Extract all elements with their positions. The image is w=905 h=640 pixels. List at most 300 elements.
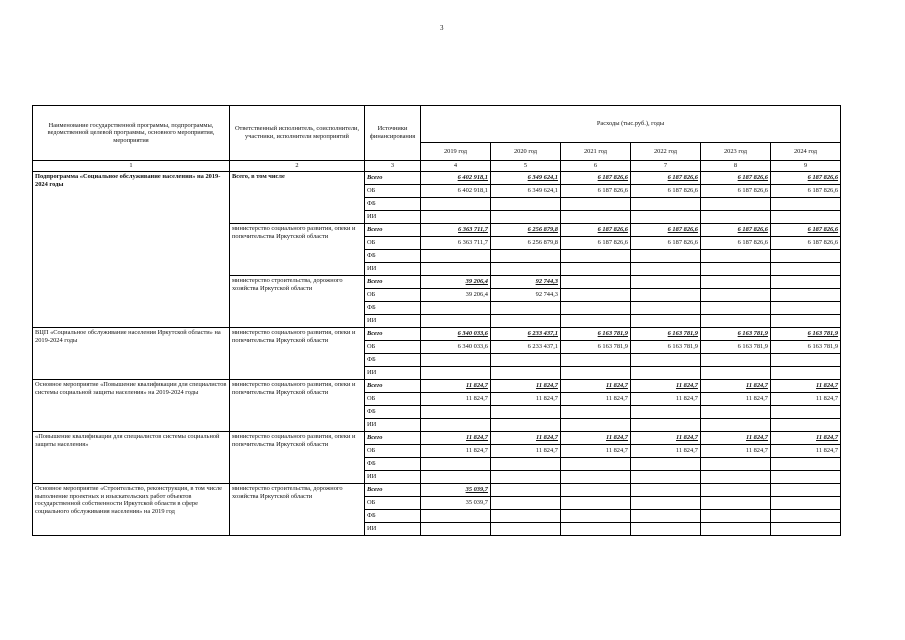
expense-value: 11 824,7 bbox=[535, 447, 558, 455]
expense-value: 6 187 826,6 bbox=[597, 226, 628, 234]
expense-value-cell bbox=[631, 419, 701, 432]
expense-value: 11 824,7 bbox=[605, 447, 628, 455]
expense-value-cell bbox=[491, 510, 561, 523]
expense-value-cell bbox=[561, 354, 631, 367]
table-row bbox=[33, 172, 841, 185]
funding-source-cell: ИИ bbox=[365, 211, 421, 224]
header-expenses-column: Расходы (тыс.руб.), годы bbox=[421, 106, 841, 143]
expense-value: 92 744,3 bbox=[535, 291, 558, 299]
executor-cell: министерство строительства, дорожного хозяйства Иркутской области bbox=[230, 484, 365, 536]
expense-value-cell bbox=[491, 484, 561, 497]
expense-value-cell bbox=[771, 354, 841, 367]
expense-value: 6 187 826,6 bbox=[667, 174, 698, 182]
expense-value-cell bbox=[421, 458, 491, 471]
expense-value-cell bbox=[421, 237, 491, 250]
program-name-cell: ВЦП «Социальное обслуживание населения Иркутской области» на 2019-2024 годы bbox=[33, 328, 230, 380]
expense-value-cell bbox=[561, 250, 631, 263]
expense-value: 6 163 781,9 bbox=[807, 330, 839, 338]
executor-cell: министерство социального развития, опеки и попечительства Иркутской области bbox=[230, 380, 365, 432]
expense-value-cell bbox=[771, 341, 841, 354]
expense-value: 6 233 437,1 bbox=[527, 330, 558, 338]
expense-value: 11 824,7 bbox=[675, 395, 698, 403]
header-year: 2022 год bbox=[631, 143, 701, 161]
executor-cell: Всего, в том числе bbox=[230, 172, 365, 224]
expense-value-cell bbox=[421, 419, 491, 432]
expense-value-cell bbox=[561, 445, 631, 458]
expense-value-cell bbox=[421, 185, 491, 198]
funding-source-cell: ИИ bbox=[365, 263, 421, 276]
expense-value-cell bbox=[771, 471, 841, 484]
expense-value-cell bbox=[561, 523, 631, 536]
expense-value-cell bbox=[421, 354, 491, 367]
expense-value: 6 187 826,6 bbox=[737, 174, 768, 182]
expense-value-cell bbox=[701, 419, 771, 432]
expense-value-cell bbox=[631, 523, 701, 536]
expense-value-cell bbox=[631, 354, 701, 367]
expense-value-cell bbox=[771, 523, 841, 536]
expense-value: 6 349 624,1 bbox=[527, 174, 558, 182]
expense-value-cell bbox=[491, 250, 561, 263]
expense-value-cell bbox=[771, 419, 841, 432]
expense-value-cell bbox=[631, 445, 701, 458]
expense-value-cell bbox=[421, 510, 491, 523]
funding-source-cell: Всего bbox=[365, 172, 421, 185]
expense-value: 6 233 437,1 bbox=[527, 343, 558, 351]
expense-value-cell bbox=[631, 432, 701, 445]
expense-value: 6 163 781,9 bbox=[737, 343, 768, 351]
funding-source-cell: ИИ bbox=[365, 419, 421, 432]
expense-value-cell bbox=[701, 198, 771, 211]
column-numbers-row bbox=[33, 161, 841, 172]
expense-value-cell bbox=[701, 523, 771, 536]
expense-value-cell bbox=[631, 471, 701, 484]
expense-value-cell bbox=[491, 419, 561, 432]
expense-value-cell bbox=[701, 224, 771, 237]
expense-value: 11 824,7 bbox=[745, 382, 768, 390]
expense-value-cell bbox=[561, 185, 631, 198]
expense-value-cell bbox=[421, 276, 491, 289]
column-number: 3 bbox=[365, 161, 421, 172]
funding-source-cell: ФБ bbox=[365, 354, 421, 367]
expense-value-cell bbox=[701, 185, 771, 198]
expense-value: 11 824,7 bbox=[465, 382, 488, 390]
expense-value-cell bbox=[421, 380, 491, 393]
expense-value-cell bbox=[701, 263, 771, 276]
funding-source-cell: ОБ bbox=[365, 237, 421, 250]
expense-value: 11 824,7 bbox=[465, 447, 488, 455]
expense-value: 92 744,3 bbox=[535, 278, 558, 286]
expense-value-cell bbox=[491, 198, 561, 211]
expense-value-cell bbox=[421, 198, 491, 211]
expense-value: 6 163 781,9 bbox=[737, 330, 768, 338]
expense-value: 11 824,7 bbox=[535, 434, 558, 442]
expense-value-cell bbox=[771, 263, 841, 276]
expense-value: 6 187 826,6 bbox=[667, 226, 698, 234]
expense-value-cell bbox=[421, 406, 491, 419]
expense-value: 6 340 033,6 bbox=[457, 343, 488, 351]
expense-value-cell bbox=[491, 341, 561, 354]
expense-value-cell bbox=[491, 172, 561, 185]
expense-value-cell bbox=[631, 211, 701, 224]
expense-value: 11 824,7 bbox=[535, 382, 558, 390]
expense-value: 6 187 826,6 bbox=[807, 174, 839, 182]
funding-source-cell: ФБ bbox=[365, 458, 421, 471]
funding-source-cell: ИИ bbox=[365, 523, 421, 536]
funding-source-cell: ОБ bbox=[365, 497, 421, 510]
header-row bbox=[33, 106, 841, 143]
funding-source-cell: Всего bbox=[365, 380, 421, 393]
header-year: 2019 год bbox=[421, 143, 491, 161]
expense-value-cell bbox=[771, 367, 841, 380]
expense-value-cell bbox=[771, 458, 841, 471]
expense-value-cell bbox=[561, 302, 631, 315]
expense-value-cell bbox=[771, 380, 841, 393]
expense-value-cell bbox=[771, 406, 841, 419]
expense-value-cell bbox=[491, 497, 561, 510]
expense-value-cell bbox=[561, 328, 631, 341]
funding-source-cell: ОБ bbox=[365, 445, 421, 458]
expense-value: 11 824,7 bbox=[815, 395, 839, 403]
expense-value-cell bbox=[561, 380, 631, 393]
header-year: 2021 год bbox=[561, 143, 631, 161]
expense-value-cell bbox=[631, 315, 701, 328]
expense-value: 6 187 826,6 bbox=[737, 226, 768, 234]
executor-cell: министерство строительства, дорожного хозяйства Иркутской области bbox=[230, 276, 365, 328]
expense-value: 11 824,7 bbox=[605, 395, 628, 403]
expense-value-cell bbox=[491, 393, 561, 406]
funding-source-cell: ОБ bbox=[365, 289, 421, 302]
column-number: 6 bbox=[561, 161, 631, 172]
expense-value-cell bbox=[771, 172, 841, 185]
expense-value: 11 824,7 bbox=[816, 434, 839, 442]
expense-value-cell bbox=[701, 471, 771, 484]
expense-value-cell bbox=[421, 224, 491, 237]
executor-cell: министерство социального развития, опеки и попечительства Иркутской области bbox=[230, 224, 365, 276]
expense-value-cell bbox=[701, 393, 771, 406]
expense-value: 11 824,7 bbox=[465, 395, 488, 403]
table-row bbox=[33, 432, 841, 445]
expense-value-cell bbox=[701, 445, 771, 458]
expense-value-cell bbox=[421, 341, 491, 354]
expense-value-cell bbox=[491, 523, 561, 536]
expense-value: 6 349 624,1 bbox=[527, 187, 558, 195]
expense-value: 6 187 826,6 bbox=[807, 187, 839, 195]
expense-value-cell bbox=[421, 211, 491, 224]
expense-value: 11 824,7 bbox=[675, 434, 698, 442]
expense-value-cell bbox=[491, 211, 561, 224]
expense-value-cell bbox=[561, 367, 631, 380]
expense-value-cell bbox=[631, 276, 701, 289]
expense-value-cell bbox=[631, 380, 701, 393]
expense-value-cell bbox=[421, 471, 491, 484]
expense-value-cell bbox=[421, 523, 491, 536]
expense-value: 6 256 879,8 bbox=[527, 239, 558, 247]
expense-value-cell bbox=[631, 393, 701, 406]
expense-value-cell bbox=[421, 393, 491, 406]
expense-value-cell bbox=[771, 445, 841, 458]
expense-value-cell bbox=[421, 302, 491, 315]
expense-value-cell bbox=[561, 289, 631, 302]
expense-value-cell bbox=[421, 172, 491, 185]
expense-value-cell bbox=[491, 224, 561, 237]
header-name-column: Наименование государственной программы, подпрограммы, ведомственной целевой программы, основного мероприятия, мероприятия bbox=[33, 106, 230, 161]
expense-value: 6 363 711,7 bbox=[457, 226, 488, 234]
expense-value-cell bbox=[701, 497, 771, 510]
expense-value-cell bbox=[491, 471, 561, 484]
expense-value-cell bbox=[631, 510, 701, 523]
program-name-cell: Подпрограмма «Социальное обслуживание населения» на 2019-2024 годы bbox=[33, 172, 230, 328]
expense-value-cell bbox=[631, 328, 701, 341]
expense-value: 6 163 781,9 bbox=[597, 330, 628, 338]
funding-source-cell: ОБ bbox=[365, 393, 421, 406]
expense-value-cell bbox=[491, 237, 561, 250]
expense-value: 11 824,7 bbox=[815, 447, 839, 455]
expense-value-cell bbox=[421, 263, 491, 276]
expense-value-cell bbox=[491, 354, 561, 367]
expense-value-cell bbox=[701, 341, 771, 354]
expense-value-cell bbox=[631, 237, 701, 250]
expense-value: 11 824,7 bbox=[745, 395, 768, 403]
expense-value: 11 824,7 bbox=[605, 382, 628, 390]
funding-source-cell: ИИ bbox=[365, 471, 421, 484]
expense-value-cell bbox=[701, 484, 771, 497]
table-row bbox=[33, 484, 841, 497]
expense-value: 11 824,7 bbox=[675, 382, 698, 390]
expense-value-cell bbox=[701, 315, 771, 328]
expense-value-cell bbox=[631, 172, 701, 185]
expense-value: 6 187 826,6 bbox=[737, 187, 768, 195]
header-year: 2024 год bbox=[771, 143, 841, 161]
expense-value: 35 039,7 bbox=[465, 486, 488, 494]
expense-value-cell bbox=[421, 328, 491, 341]
header-year: 2020 год bbox=[491, 143, 561, 161]
expense-value-cell bbox=[631, 484, 701, 497]
expense-value: 6 163 781,9 bbox=[667, 343, 698, 351]
expense-value-cell bbox=[701, 380, 771, 393]
expense-value: 11 824,7 bbox=[745, 434, 768, 442]
expense-value-cell bbox=[701, 367, 771, 380]
expense-value: 6 163 781,9 bbox=[807, 343, 839, 351]
expense-value-cell bbox=[701, 458, 771, 471]
funding-source-cell: ФБ bbox=[365, 198, 421, 211]
expense-value-cell bbox=[701, 237, 771, 250]
expense-value-cell bbox=[561, 276, 631, 289]
funding-source-cell: Всего bbox=[365, 484, 421, 497]
expense-value-cell bbox=[771, 289, 841, 302]
expense-value-cell bbox=[561, 341, 631, 354]
expense-value-cell bbox=[491, 328, 561, 341]
expense-value: 35 039,7 bbox=[465, 499, 488, 507]
expense-value-cell bbox=[631, 367, 701, 380]
expense-value-cell bbox=[491, 458, 561, 471]
funding-source-cell: Всего bbox=[365, 276, 421, 289]
expense-value: 6 402 918,1 bbox=[457, 174, 488, 182]
expense-value-cell bbox=[631, 406, 701, 419]
expense-value-cell bbox=[771, 315, 841, 328]
expense-value: 11 824,7 bbox=[465, 434, 488, 442]
executor-cell: министерство социального развития, опеки и попечительства Иркутской области bbox=[230, 328, 365, 380]
expense-value-cell bbox=[491, 289, 561, 302]
expense-value-cell bbox=[421, 289, 491, 302]
expense-value-cell bbox=[491, 445, 561, 458]
header-executor-column: Ответственный исполнитель, соисполнители, участники, исполнители мероприятий bbox=[230, 106, 365, 161]
expense-value: 11 824,7 bbox=[816, 382, 839, 390]
expense-value: 6 187 826,6 bbox=[597, 187, 628, 195]
expense-value-cell bbox=[491, 406, 561, 419]
expense-value: 11 824,7 bbox=[605, 434, 628, 442]
expense-value-cell bbox=[491, 432, 561, 445]
expense-value-cell bbox=[561, 198, 631, 211]
expense-value-cell bbox=[771, 393, 841, 406]
expense-value-cell bbox=[771, 328, 841, 341]
expense-value: 11 824,7 bbox=[745, 447, 768, 455]
expense-value-cell bbox=[561, 484, 631, 497]
expense-value-cell bbox=[771, 198, 841, 211]
expense-value-cell bbox=[701, 250, 771, 263]
expense-value: 6 187 826,6 bbox=[667, 187, 698, 195]
column-number: 9 bbox=[771, 161, 841, 172]
expense-value-cell bbox=[421, 484, 491, 497]
executor-cell: министерство социального развития, опеки и попечительства Иркутской области bbox=[230, 432, 365, 484]
expense-value-cell bbox=[701, 276, 771, 289]
expense-value-cell bbox=[561, 471, 631, 484]
expense-value-cell bbox=[701, 354, 771, 367]
expense-value-cell bbox=[771, 211, 841, 224]
expense-value-cell bbox=[491, 367, 561, 380]
expense-value-cell bbox=[561, 393, 631, 406]
expense-value: 11 824,7 bbox=[675, 447, 698, 455]
column-number: 2 bbox=[230, 161, 365, 172]
column-number: 8 bbox=[701, 161, 771, 172]
table-row bbox=[33, 328, 841, 341]
expense-value-cell bbox=[701, 432, 771, 445]
expense-value: 6 402 918,1 bbox=[457, 187, 488, 195]
funding-source-cell: Всего bbox=[365, 432, 421, 445]
expense-value: 6 256 879,8 bbox=[527, 226, 558, 234]
funding-source-cell: ИИ bbox=[365, 315, 421, 328]
expense-value-cell bbox=[771, 250, 841, 263]
expense-value-cell bbox=[631, 185, 701, 198]
expense-value-cell bbox=[561, 263, 631, 276]
expense-value: 6 363 711,7 bbox=[457, 239, 488, 247]
expense-value-cell bbox=[421, 250, 491, 263]
funding-source-cell: ОБ bbox=[365, 185, 421, 198]
expense-value-cell bbox=[701, 172, 771, 185]
expense-value-cell bbox=[771, 484, 841, 497]
expense-value-cell bbox=[561, 406, 631, 419]
header-source-column: Источники финансирования bbox=[365, 106, 421, 161]
expense-value-cell bbox=[631, 341, 701, 354]
expense-value-cell bbox=[491, 263, 561, 276]
expense-value: 6 187 826,6 bbox=[807, 239, 839, 247]
expense-value-cell bbox=[561, 419, 631, 432]
expense-value-cell bbox=[771, 497, 841, 510]
expense-value-cell bbox=[701, 289, 771, 302]
expense-value-cell bbox=[631, 224, 701, 237]
expense-value-cell bbox=[491, 276, 561, 289]
page-number: 3 bbox=[440, 24, 444, 32]
expense-value-cell bbox=[631, 289, 701, 302]
expense-value-cell bbox=[491, 380, 561, 393]
column-number: 7 bbox=[631, 161, 701, 172]
expense-value-cell bbox=[701, 406, 771, 419]
funding-source-cell: ФБ bbox=[365, 250, 421, 263]
expense-value-cell bbox=[561, 172, 631, 185]
funding-source-cell: ФБ bbox=[365, 302, 421, 315]
expense-value-cell bbox=[561, 458, 631, 471]
column-number: 4 bbox=[421, 161, 491, 172]
expense-value-cell bbox=[561, 211, 631, 224]
expense-value-cell bbox=[771, 510, 841, 523]
expense-value: 6 340 033,6 bbox=[457, 330, 488, 338]
expense-value-cell bbox=[701, 328, 771, 341]
expense-value-cell bbox=[631, 497, 701, 510]
expenses-table bbox=[32, 105, 841, 536]
funding-source-cell: ФБ bbox=[365, 406, 421, 419]
expense-value-cell bbox=[491, 185, 561, 198]
funding-source-cell: ФБ bbox=[365, 510, 421, 523]
expense-value-cell bbox=[771, 237, 841, 250]
expense-value: 39 206,4 bbox=[465, 278, 488, 286]
expense-value: 39 206,4 bbox=[465, 291, 488, 299]
table-row bbox=[33, 380, 841, 393]
funding-source-cell: Всего bbox=[365, 328, 421, 341]
expense-value-cell bbox=[561, 510, 631, 523]
expense-value: 6 187 826,6 bbox=[597, 239, 628, 247]
expense-value-cell bbox=[561, 237, 631, 250]
expense-value-cell bbox=[631, 458, 701, 471]
expense-value: 6 187 826,6 bbox=[737, 239, 768, 247]
expense-value: 6 187 826,6 bbox=[807, 226, 839, 234]
program-name-cell: Основное мероприятие «Строительство, реконструкция, в том числе выполнение проектных и изыскательских работ объектов государственной собственности Иркутской области в сфере социального обслуживания населения» на 2019 год bbox=[33, 484, 230, 536]
expense-value: 11 824,7 bbox=[535, 395, 558, 403]
program-name-cell: Основное мероприятие «Повышение квалификации для специалистов системы социальной защиты населения» на 2019-2024 годы bbox=[33, 380, 230, 432]
program-name-cell: «Повышение квалификации для специалистов системы социальной защиты населения» bbox=[33, 432, 230, 484]
expense-value-cell bbox=[631, 198, 701, 211]
expense-value-cell bbox=[421, 445, 491, 458]
expense-value-cell bbox=[771, 276, 841, 289]
expense-value-cell bbox=[771, 302, 841, 315]
expense-value: 6 187 826,6 bbox=[597, 174, 628, 182]
expense-value-cell bbox=[771, 432, 841, 445]
expense-value-cell bbox=[561, 497, 631, 510]
expense-value-cell bbox=[421, 497, 491, 510]
expense-value: 6 163 781,9 bbox=[667, 330, 698, 338]
expense-value-cell bbox=[631, 263, 701, 276]
header-year: 2023 год bbox=[701, 143, 771, 161]
expense-value-cell bbox=[561, 224, 631, 237]
expense-value-cell bbox=[491, 315, 561, 328]
expense-value-cell bbox=[701, 302, 771, 315]
expense-value-cell bbox=[561, 432, 631, 445]
expense-value: 6 187 826,6 bbox=[667, 239, 698, 247]
funding-source-cell: Всего bbox=[365, 224, 421, 237]
column-number: 5 bbox=[491, 161, 561, 172]
expense-value-cell bbox=[421, 432, 491, 445]
expense-value: 6 163 781,9 bbox=[597, 343, 628, 351]
expense-value-cell bbox=[771, 185, 841, 198]
expense-value-cell bbox=[421, 315, 491, 328]
expense-value-cell bbox=[631, 250, 701, 263]
expense-value-cell bbox=[561, 315, 631, 328]
funding-source-cell: ИИ bbox=[365, 367, 421, 380]
expense-value-cell bbox=[421, 367, 491, 380]
funding-source-cell: ОБ bbox=[365, 341, 421, 354]
expense-value-cell bbox=[701, 510, 771, 523]
expense-value-cell bbox=[701, 211, 771, 224]
column-number: 1 bbox=[33, 161, 230, 172]
expense-value-cell bbox=[631, 302, 701, 315]
